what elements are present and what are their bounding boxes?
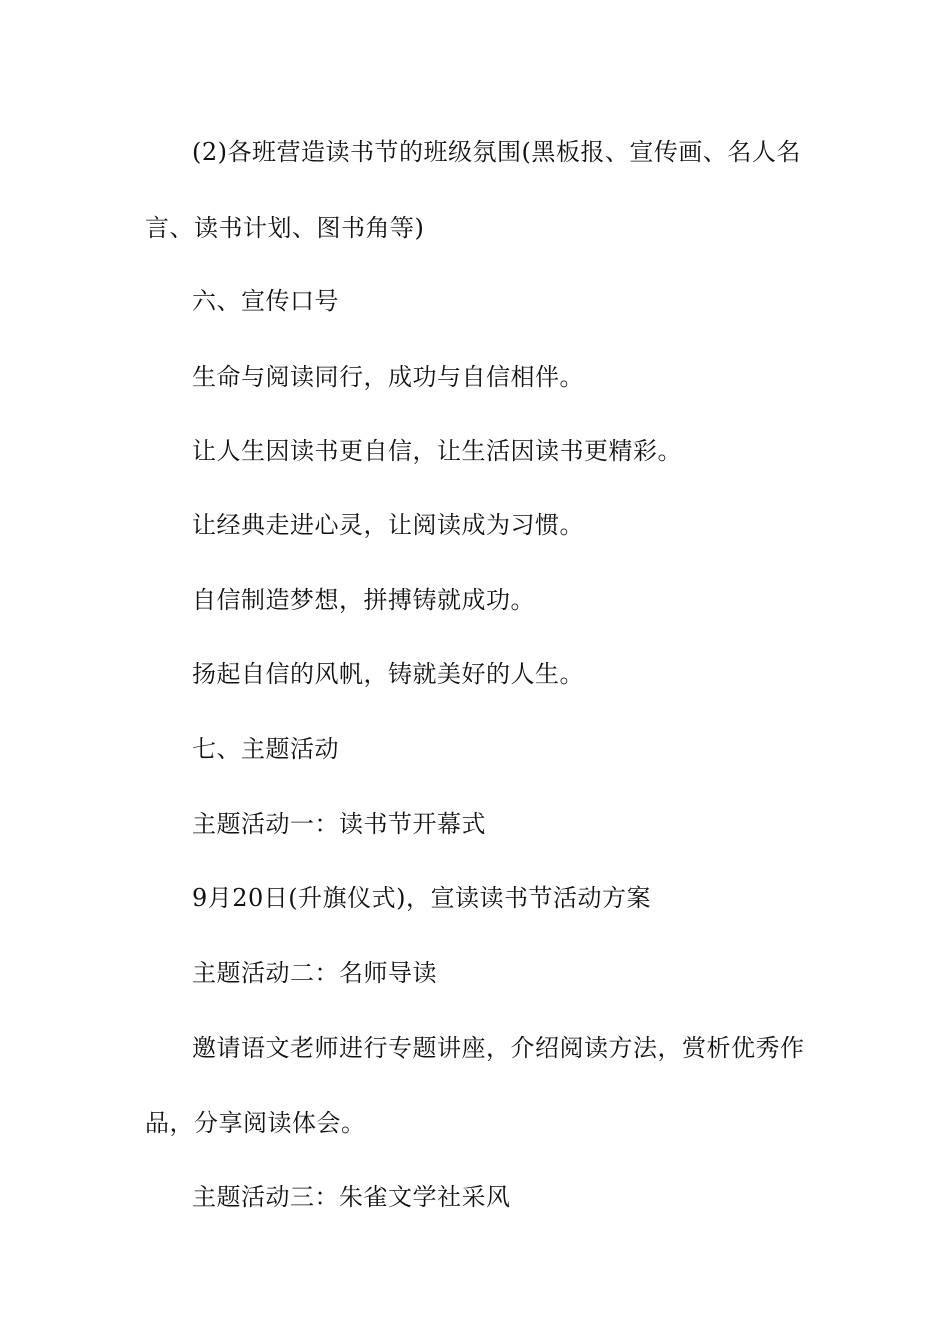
slogan-line-4: 自信制造梦想，拼搏铸就成功。 bbox=[192, 586, 535, 614]
paragraph-class-atmosphere-line-1: (2)各班营造读书节的班级氛围(黑板报、宣传画、名人名 bbox=[192, 138, 801, 166]
activity-2-title: 主题活动二：名师导读 bbox=[192, 959, 437, 987]
section-heading-theme-activities: 七、主题活动 bbox=[192, 735, 339, 763]
slogan-line-1: 生命与阅读同行，成功与自信相伴。 bbox=[192, 363, 584, 391]
activity-2-detail-line-1: 邀请语文老师进行专题讲座，介绍阅读方法，赏析优秀作 bbox=[192, 1034, 805, 1062]
section-heading-slogans: 六、宣传口号 bbox=[192, 287, 339, 315]
slogan-line-2: 让人生因读书更自信，让生活因读书更精彩。 bbox=[192, 437, 682, 465]
slogan-line-3: 让经典走进心灵，让阅读成为习惯。 bbox=[192, 511, 584, 539]
paragraph-class-atmosphere-line-2: 言、读书计划、图书角等) bbox=[145, 214, 425, 242]
activity-2-detail-line-2: 品，分享阅读体会。 bbox=[145, 1109, 366, 1137]
activity-1-detail: 9月20日(升旗仪式)，宣读读书节活动方案 bbox=[192, 884, 652, 912]
activity-3-title: 主题活动三：朱雀文学社采风 bbox=[192, 1183, 511, 1211]
slogan-line-5: 扬起自信的风帆，铸就美好的人生。 bbox=[192, 660, 584, 688]
activity-1-title: 主题活动一：读书节开幕式 bbox=[192, 810, 486, 838]
